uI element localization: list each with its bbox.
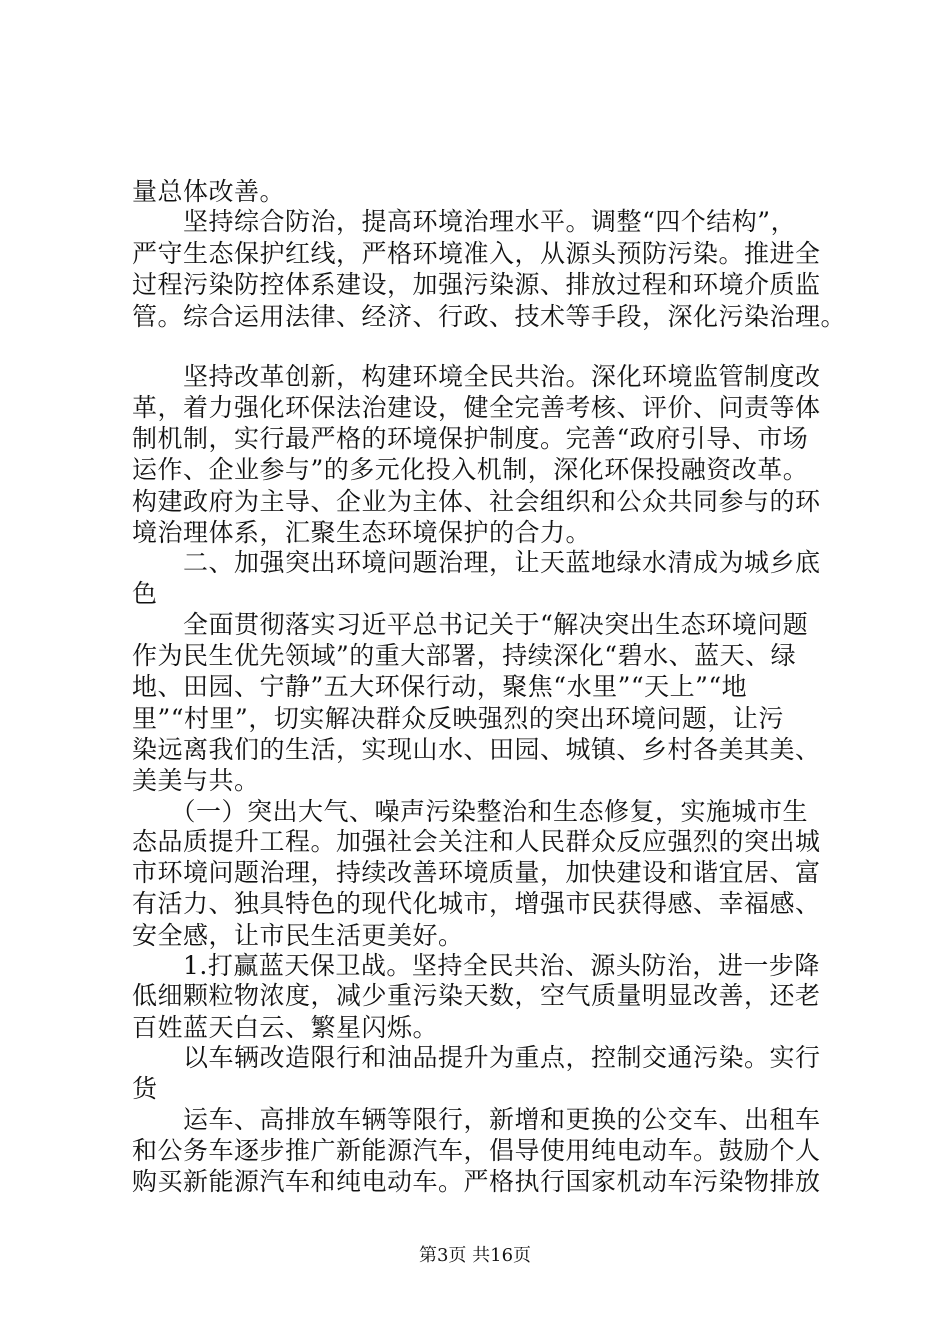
text-line: 1.打赢蓝天保卫战。坚持全民共治、源头防治，进一步降 <box>132 951 820 980</box>
text-line: 全面贯彻落实习近平总书记关于“解决突出生态环境问题 <box>132 610 809 639</box>
text-line: 坚持改革创新，构建环境全民共治。深化环境监管制度改 <box>132 362 821 391</box>
text-line: 过程污染防控体系建设，加强污染源、排放过程和环境介质监 <box>132 270 821 299</box>
text-line: 运车、高排放车辆等限行，新增和更换的公交车、出租车 <box>132 1105 821 1134</box>
text-line: 购买新能源汽车和纯电动车。严格执行国家机动车污染物排放 <box>132 1167 821 1196</box>
text-line: 安全感，让市民生活更美好。 <box>132 921 464 950</box>
text-line: 地、田园、宁静”五大环保行动，聚焦“水里”“天上”“地 <box>132 672 748 701</box>
text-line: 严守生态保护红线，严格环境准入，从源头预防污染。推进全 <box>132 239 821 268</box>
text-line: 革，着力强化环保法治建设，健全完善考核、评价、问责等体 <box>132 393 821 422</box>
text-line: 境治理体系，汇聚生态环境保护的合力。 <box>132 518 592 547</box>
text-line: 有活力、独具特色的现代化城市，增强市民获得感、幸福感、 <box>132 889 821 918</box>
text-line: 坚持综合防治，提高环境治理水平。调整“四个结构”， <box>132 207 797 236</box>
text-line: 百姓蓝天白云、繁星闪烁。 <box>132 1013 439 1042</box>
text-line: 运作、企业参与”的多元化投入机制，深化环保投融资改革。 <box>132 455 809 484</box>
text-line: 管。综合运用法律、经济、行政、技术等手段，深化污染治理。 <box>132 302 847 331</box>
text-line: 市环境问题治理，持续改善环境质量，加快建设和谐宜居、富 <box>132 858 821 887</box>
text-line: 和公务车逐步推广新能源汽车，倡导使用纯电动车。鼓励个人 <box>132 1136 821 1165</box>
text-line: 作为民生优先领域”的重大部署，持续深化“碧水、蓝天、绿 <box>132 641 797 670</box>
text-line: 低细颗粒物浓度，减少重污染天数，空气质量明显改善，还老 <box>132 981 821 1010</box>
page-number-footer: 第3页 共16页 <box>418 1245 532 1266</box>
text-line: 色 <box>132 579 158 608</box>
text-line: 染远离我们的生活，实现山水、田园、城镇、乡村各美其美、 <box>132 735 821 764</box>
text-line: 构建政府为主导、企业为主体、社会组织和公众共同参与的环 <box>132 487 821 516</box>
text-line: 制机制，实行最严格的环境保护制度。完善“政府引导、市场 <box>132 424 809 453</box>
text-line: 货 <box>132 1074 158 1103</box>
text-line: 二、加强突出环境问题治理，让天蓝地绿水清成为城乡底 <box>132 548 821 577</box>
text-line: 量总体改善。 <box>132 177 286 206</box>
text-line: 里”“村里”，切实解决群众反映强烈的突出环境问题，让污 <box>132 704 784 733</box>
text-line: 以车辆改造限行和油品提升为重点，控制交通污染。实行 <box>132 1043 821 1072</box>
text-line: 态品质提升工程。加强社会关注和人民群众反应强烈的突出城 <box>132 827 821 856</box>
text-line: （一）突出大气、噪声污染整治和生态修复，实施城市生 <box>132 797 809 826</box>
text-line: 美美与共。 <box>132 766 260 795</box>
